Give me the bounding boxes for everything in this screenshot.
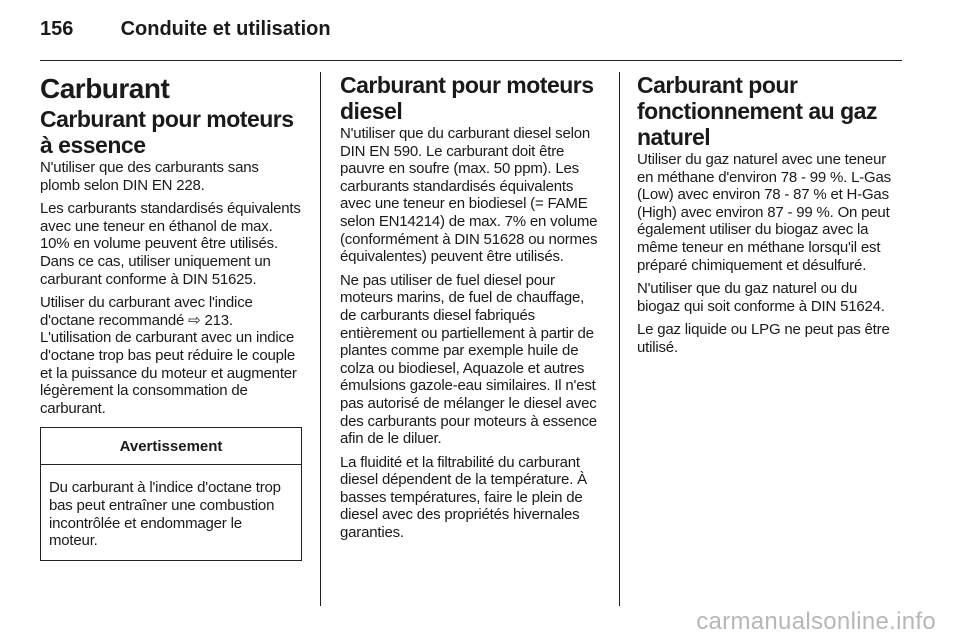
header-rule xyxy=(40,60,902,61)
column-1 xyxy=(40,72,302,561)
watermark-text: carmanualsonline.info xyxy=(696,608,936,635)
page-number: 156 xyxy=(40,18,74,40)
paragraph-diesel-1: N'utiliser que du carburant diesel selon DIN EN 590. Le carburant doit être pauvre en soufre (max. 50 ppm). Les carburants standardisés équivalents avec une teneur en biodiesel (= FAME selon EN14214) de max. 7% en volume (conformément à DIN 51628 ou normes équivalentes) peuvent être utilisés. xyxy=(340,125,598,266)
paragraph-essence-1: N'utiliser que des carburants sans plomb selon DIN EN 228. xyxy=(40,159,259,194)
page-header xyxy=(40,18,331,48)
column-divider-2 xyxy=(619,72,620,606)
warning-body xyxy=(41,465,301,559)
subheading-essence: Carburant pour moteurs à essence xyxy=(40,106,294,158)
paragraph-essence-3 xyxy=(40,294,302,417)
page-section-title: Conduite et utilisation xyxy=(120,18,331,40)
page-reference-link[interactable]: 213 xyxy=(204,311,229,329)
paragraph-gaz-1: Utiliser du gaz naturel avec une teneur en méthane d'environ 78 - 99 %. L-Gas (Low) avec environ 78 - 87 % et H-Gas (High) avec environ 87 - 99 %. On peut également utiliser du biogaz avec la même teneur en méthane lorsqu'il est préparé chimiquement et désulfuré. xyxy=(637,151,891,274)
paragraph-gaz-2: N'utiliser que du gaz naturel ou du biogaz qui soit conforme à DIN 51624. xyxy=(637,280,885,315)
warning-box xyxy=(40,427,302,560)
paragraph-essence-3-end: . L'utilisation de carburant avec un indice d'octane trop bas peut réduire le couple et la puissance du moteur et augmenter légèrement la consommation de carburant. xyxy=(40,311,297,417)
paragraph-gaz-3: Le gaz liquide ou LPG ne peut pas être utilisé. xyxy=(637,321,890,356)
paragraph-diesel-3: La fluidité et la filtrabilité du carburant diesel dépendent de la température. À basses températures, faire le plein de diesel avec des propriétés hivernales garanties. xyxy=(340,453,587,542)
subheading-diesel: Carburant pour moteurs diesel xyxy=(340,72,594,124)
warning-title: Avertissement xyxy=(41,428,301,465)
paragraph-diesel-2: Ne pas utiliser de fuel diesel pour moteurs marins, de fuel de chauffage, de carburants diesel fabriqués entièrement ou partiellement à partir de plantes comme par exemple huile de colza ou biodiesel, Aquazole et autres émulsions gazole-eau similaires. Il n'est pas autorisé de mélanger le diesel avec des carburants pour moteurs à essence afin de le diluer. xyxy=(340,271,597,448)
section-heading-carburant: Carburant xyxy=(40,73,170,104)
column-2 xyxy=(340,72,602,548)
warning-text: Du carburant à l'indice d'octane trop bas peut entraîner une combustion incontrôlée et endommager le moteur. xyxy=(49,479,281,550)
column-3 xyxy=(637,72,903,363)
subheading-gaz-naturel: Carburant pour fonctionnement au gaz naturel xyxy=(637,72,877,150)
column-divider-1 xyxy=(320,72,321,606)
paragraph-essence-3-start: Utiliser du carburant avec l'indice d'octane recommandé xyxy=(40,294,253,329)
page-reference-arrow-icon: ⇨ xyxy=(188,311,201,329)
paragraph-essence-2: Les carburants standardisés équivalents avec une teneur en éthanol de max. 10% en volume peuvent être utilisés. Dans ce cas, utiliser uniquement un carburant conforme à DIN 51625. xyxy=(40,200,301,288)
